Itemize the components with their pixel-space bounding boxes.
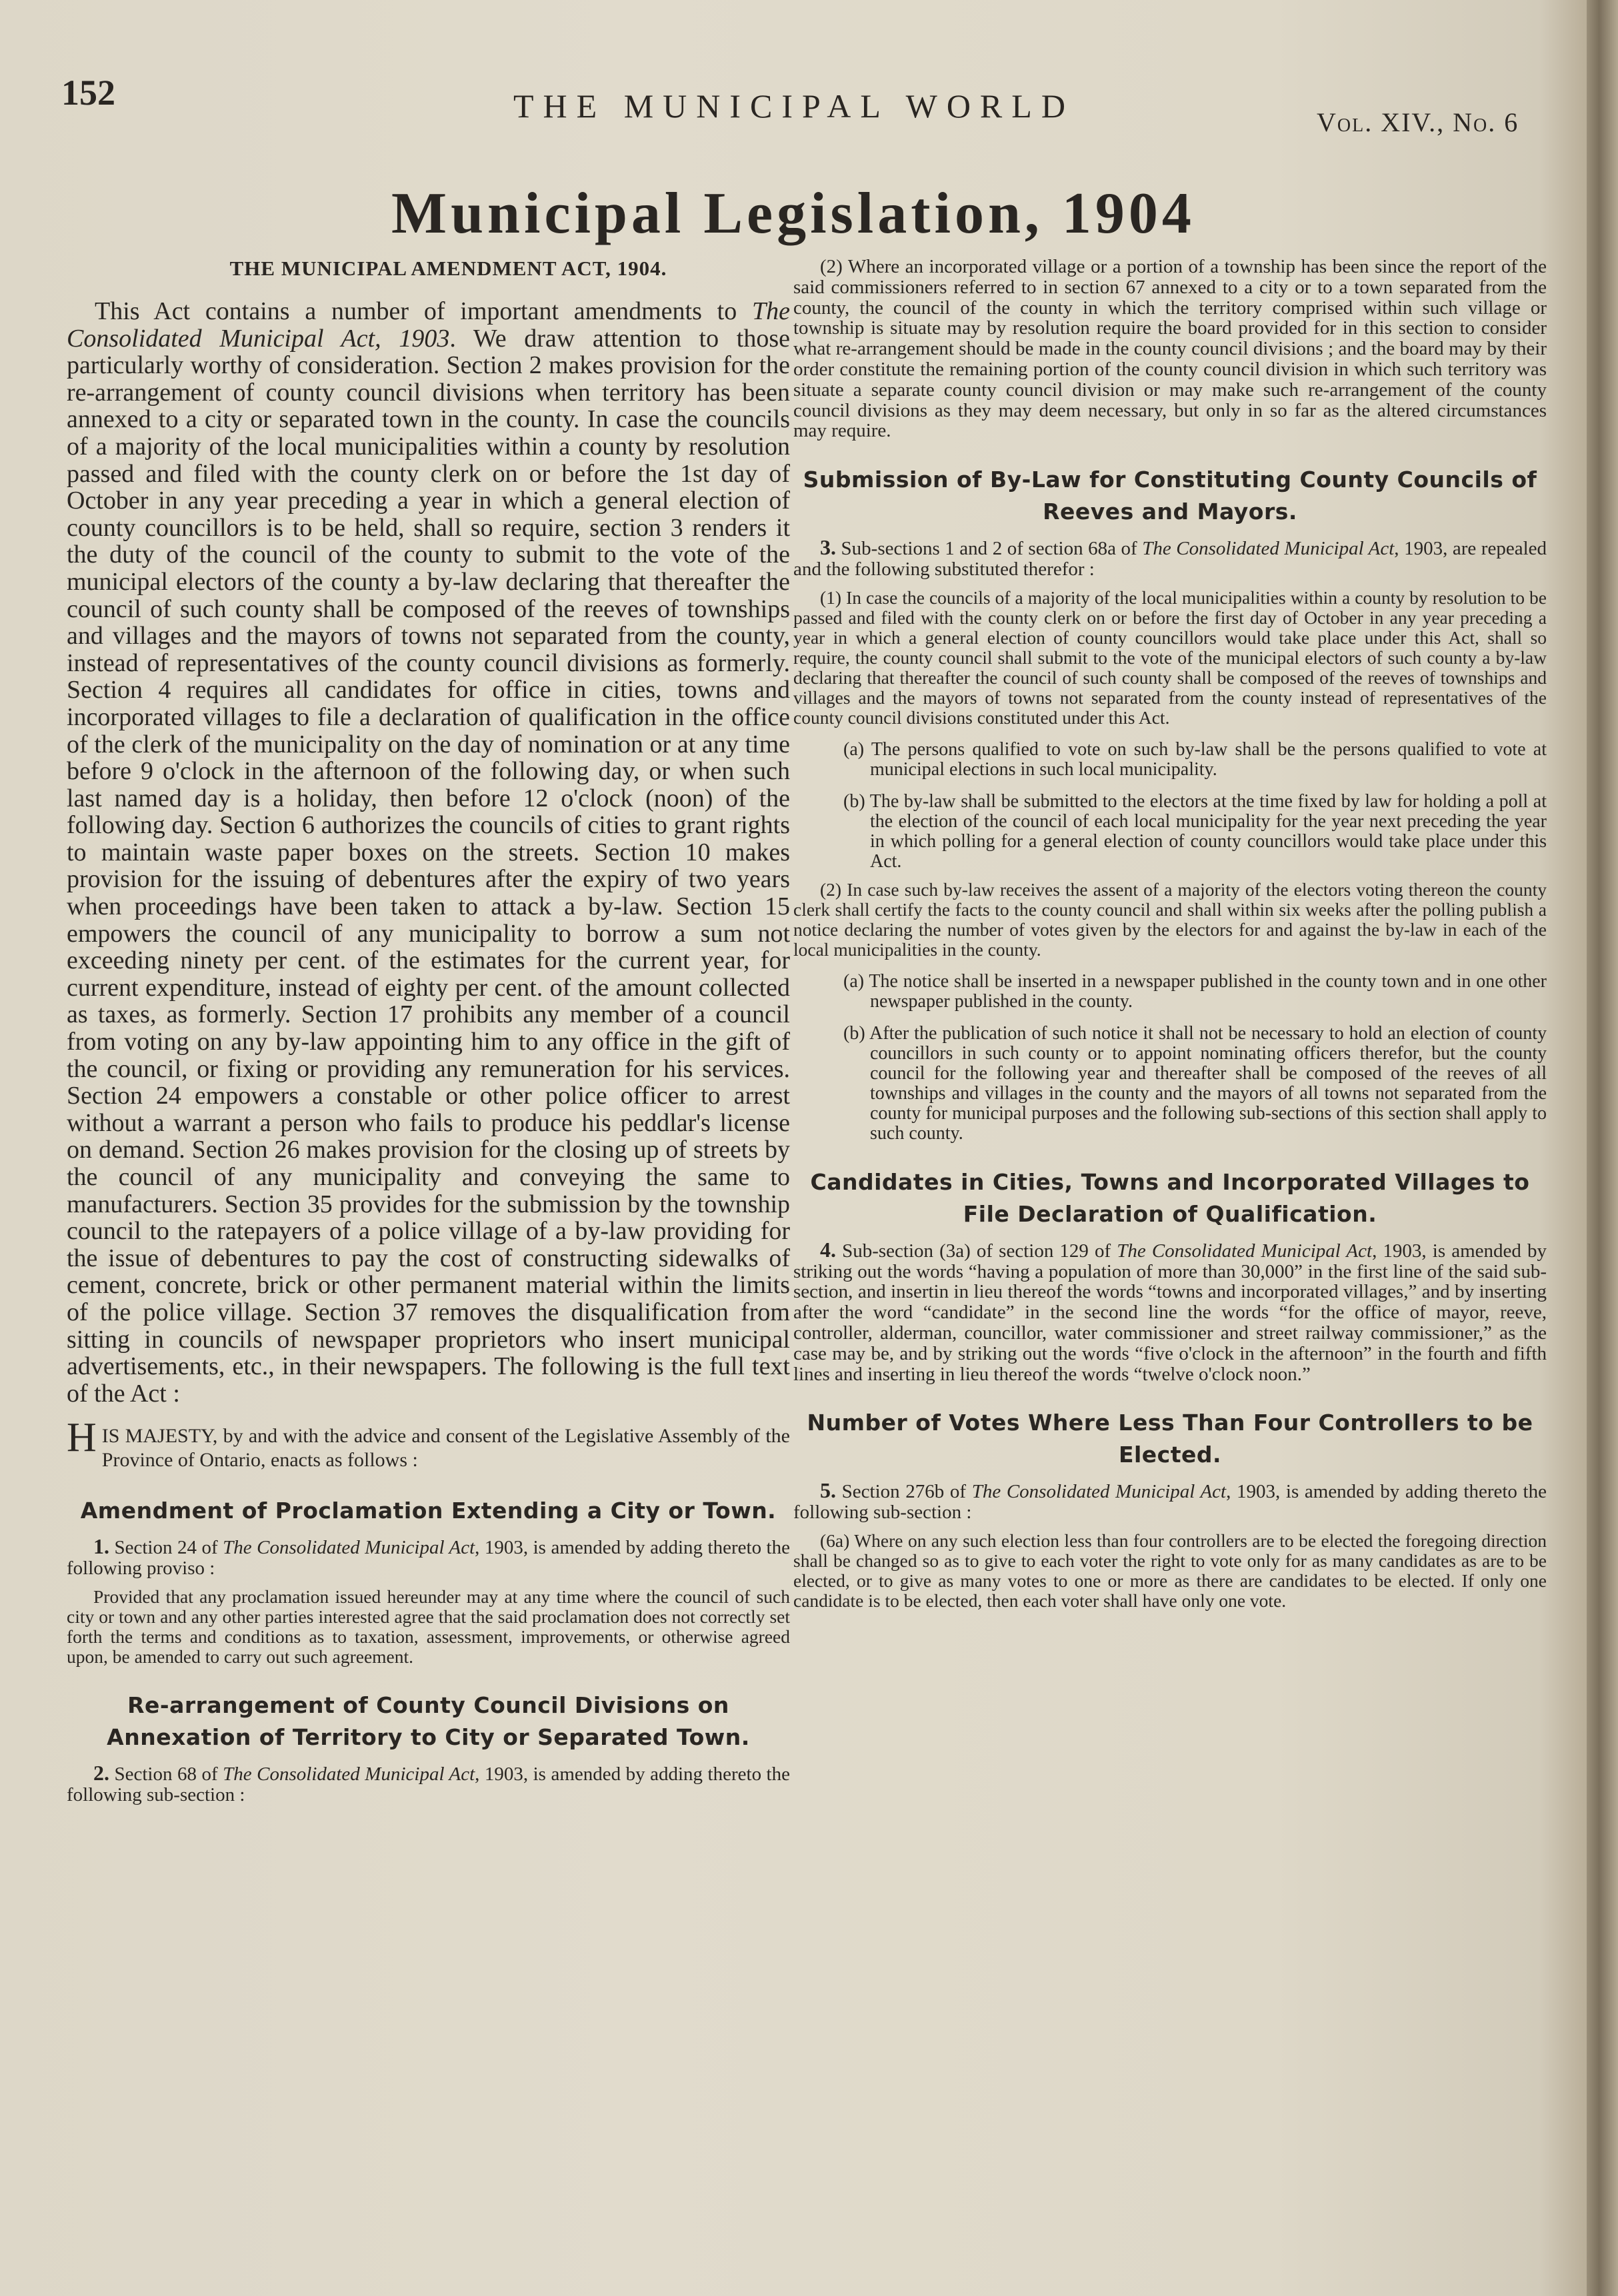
page-number: 152: [61, 73, 115, 113]
section-4-heading: Candidates in Cities, Towns and Incorporated Villages to File Declaration of Qualification.: [810, 1168, 1530, 1227]
journal-title: THE MUNICIPAL WORLD: [513, 87, 1075, 125]
drop-cap: H: [67, 1415, 97, 1461]
act-heading: THE MUNICIPAL AMENDMENT ACT, 1904.: [229, 257, 667, 280]
section-3-sub-2-clause-a: (a) The notice shall be inserted in a newspaper published in the county town and in one other newspaper published in the county.: [843, 970, 1547, 1012]
intro-paragraph: This Act contains a number of important amendments to The Consolidated Municipal Act, 1903. We draw attention to those particularly worthy of consideration. Section 2 makes provision for the re-arrangement of county council divisions when territory has been annexed to a city or separated town in the county. In case the councils of a majority of the local municipalities within a county by resolution passed and filed with the county clerk on or before the 1st day of October in any year preceding a year in which a general election of county councillors is to be held, shall so require, section 3 renders it the duty of the council of the county to submit to the vote of the municipal electors of the county a by-law declaring that thereafter the council of such county shall be composed of the reeves of townships and villages and the mayors of towns not separated from the county, instead of representatives of the county council divisions as formerly. Section 4 requires all candidates for office in cities, towns and incorporated villages to file a declaration of qualification in the office of the clerk of the municipality on the day of nomination or at any time before 9 o'clock in the afternoon of the following day, or when such last named day is a holiday, then before 12 o'clock (noon) of the following day. Section 6 authorizes the councils of cities to grant rights to maintain waste paper boxes on the streets. Section 10 makes provision for the issuing of debentures after the expiry of two years when proceedings have been taken to attack a by-law. Section 15 empowers the council of any municipality to borrow a sum not exceeding ninety per cent. of the estimates for the current year, for current expenditure, instead of eighty per cent. of the amount collected as taxes, as formerly. Section 17 prohibits any member of a council from voting on any by-law appointing him to any office in the gift of the council, or fixing or providing any remuneration for his services. Section 24 empowers a constable or other police officer to arrest without a warrant a person who fails to produce his peddlar's license on demand. Section 26 makes provision for the closing up of streets by the council of any municipality and conveying the same to manufacturers. Section 35 provides for the submission by the township council to the ratepayers of a police village of a by-law providing for the issue of debentures to pay the cost of constructing sidewalks of cement, concrete, brick or other permanent material within the limits of the police village. Section 37 removes the disqualification from sitting in councils of newspaper proprietors who insert municipal advertisements, etc., in their newspapers. The following is the full text of the Act :: [67, 297, 790, 1408]
right-column: [793, 257, 1547, 1611]
section-3-clause-b: (b) The by-law shall be submitted to the electors at the time fixed by law for holding a poll at the election of the council of each local municipality for the year next preceding the year in which polling for a general election of county councillors would take place under this Act.: [843, 790, 1547, 872]
section-2-heading: Re-arrangement of County Council Divisions on Annexation of Territory to City or Separated Town.: [107, 1692, 750, 1750]
binding-edge: [1587, 0, 1618, 2296]
running-head: [0, 72, 1587, 145]
section-5-subsection: (6a) Where on any such election less than four controllers are to be elected the foregoing direction shall be changed so as to give to each voter the right to vote only for as many candidates as are to be elected, or to give as many votes to one or more as there are candidates to be elected. If only one candidate is to be elected, then each voter shall have only one vote.: [793, 1530, 1547, 1611]
left-column: [67, 257, 790, 1805]
section-2-text: 2. Section 68 of The Consolidated Municipal Act, 1903, is amended by adding thereto the following sub-section :: [67, 1760, 790, 1805]
section-1-heading: Amendment of Proclamation Extending a City or Town.: [80, 1498, 777, 1524]
article-title: Municipal Legislation, 1904: [391, 181, 1195, 246]
section-5-heading: Number of Votes Where Less Than Four Controllers to be Elected.: [807, 1410, 1533, 1468]
section-3-clause-a: (a) The persons qualified to vote on such by-law shall be the persons qualified to vote at municipal elections in such local municipality.: [843, 738, 1547, 780]
section-2-subsection: (2) Where an incorporated village or a portion of a township has been since the report of the said commissioners referred to in section 67 annexed to a city or to a town separated from the county, the council of the county in which the territory comprised within such village or township is situate may by resolution require the board provided for in this section to consider what re-arrangement should be made in the county council divisions ; and the board may by their order constitute the remaining portion of the county council division in which such territory was situate a separate county council division or may make such re-arrangement of the county council divisions as they may deem necessary, but only in so far as the altered circumstances may require.: [793, 256, 1547, 442]
section-1-proviso: Provided that any proclamation issued hereunder may at any time where the council of such city or town and any other parties interested agree that the said proclamation does not correctly set forth the terms and conditions as to taxation, assessment, improvements, or otherwise agreed upon, be amended to carry out such agreement.: [67, 1586, 790, 1667]
enacting-clause: HIS MAJESTY, by and with the advice and consent of the Legislative Assembly of the Province of Ontario, enacts as follows :: [67, 1415, 790, 1472]
volume-info: Vol. XIV., No. 6: [1317, 107, 1519, 137]
section-3-heading: Submission of By-Law for Constituting County Councils of Reeves and Mayors.: [803, 467, 1537, 525]
section-4-text: 4. Sub-section (3a) of section 129 of The Consolidated Municipal Act, 1903, is amended by striking out the words “having a population of more than 30,000” in the first line of the said sub-section, and insertin in lieu thereof the words “towns and incorporated villages,” and by inserting after the word “candidate” in the second line the words “for the office of mayor, reeve, controller, alderman, councillor, water commissioner and street railway commissioner,” as the case may be, and by striking out the words “five o'clock in the afternoon” in the fourth and fifth lines and inserting in lieu thereof the words “twelve o'clock noon.”: [793, 1237, 1547, 1385]
section-1-text: 1. Section 24 of The Consolidated Municipal Act, 1903, is amended by adding thereto the following proviso :: [67, 1534, 790, 1580]
section-5-text: 5. Section 276b of The Consolidated Municipal Act, 1903, is amended by adding thereto the following sub-section :: [793, 1478, 1547, 1524]
section-3-sub-1: (1) In case the councils of a majority of the local municipalities within a county by resolution to be passed and filed with the county clerk on or before the first day of October in any year preceding a year in which a general election of county councillors would take place under this Act, shall so require, the county council shall submit to the vote of the municipal electors of such county a by-law declaring that thereafter the council of such county shall be composed of the reeves of townships and villages and the mayors of towns not separated from the county instead of representatives of the county council divisions constituted under this Act.: [793, 586, 1547, 728]
section-3-sub-2: (2) In case such by-law receives the assent of a majority of the electors voting thereon the county clerk shall certify the facts to the county council and shall within six weeks after the polling publish a notice declaring the number of votes given by the electors for and against the by-law in each of the local municipalities in the county.: [793, 878, 1547, 960]
section-3-text: 3. Sub-sections 1 and 2 of section 68a of The Consolidated Municipal Act, 1903, are repealed and the following substituted therefor :: [793, 535, 1547, 580]
section-3-sub-2-clause-b: (b) After the publication of such notice it shall not be necessary to hold an election of county councillors in such county or to appoint nominating officers therefor, but the county council for the following year and thereafter shall be composed of the reeves of all townships and villages in the county and the mayors of all towns not separated from the county for municipal purposes and the following sub-sections of this section shall apply to such county.: [843, 1022, 1547, 1144]
